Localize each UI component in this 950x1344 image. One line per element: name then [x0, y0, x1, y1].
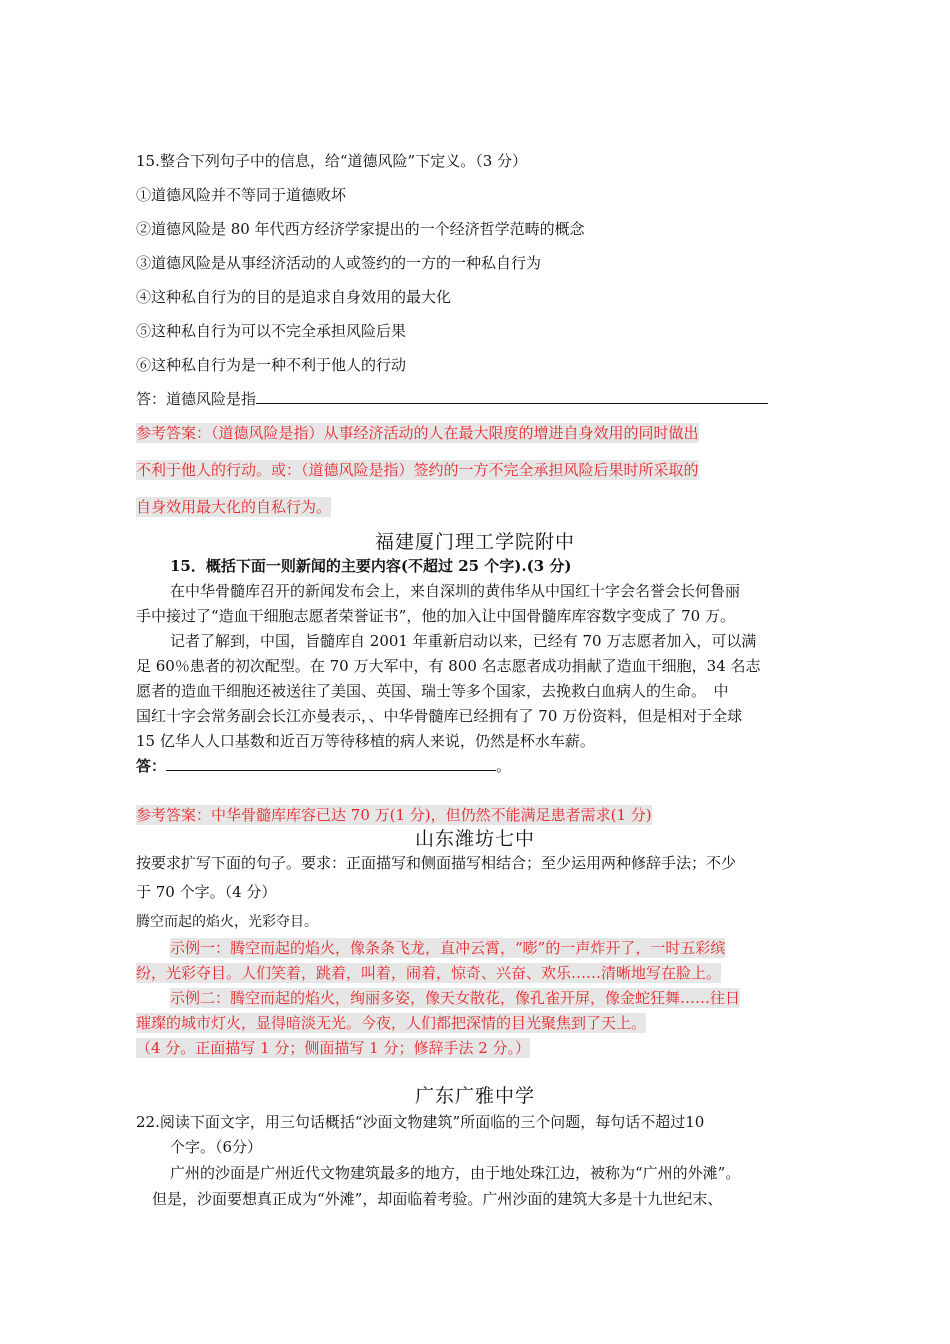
shandong-example: 纷，光彩夺目。人们笑着，跳着，叫着，闹着，惊奇、兴奋、欢乐……清晰地写在脸上。: [136, 964, 722, 982]
q15-reference: 不利于他人的行动。或：（道德风险是指）签约的一方不完全承担风险后果时所采取的: [136, 461, 699, 479]
guangdong-passage-line: 但是，沙面要想真正成为“外滩”，却面临着考验。广州沙面的建筑大多是十九世纪末、: [152, 1190, 723, 1208]
fujian-passage-line: 手中接过了“造血干细胞志愿者荣誉证书”，他的加入让中国骨髓库库容数字变成了 70 万。: [136, 607, 735, 625]
shandong-example: 示例一：腾空而起的焰火，像条条飞龙，直冲云霄，“嘭”的一声炸开了，一时五彩缤: [170, 939, 726, 957]
q15-reference: 参考答案：（道德风险是指）从事经济活动的人在最大限度的增进自身效用的同时做出: [136, 424, 699, 442]
fujian-passage-line: 15 亿华人人口基数和近百万等待移植的病人来说，仍然是杯水车薪。: [136, 732, 595, 750]
school-title-fujian: 福建厦门理工学院附中: [374, 531, 575, 553]
q15-reference: 自身效用最大化的自私行为。: [136, 498, 332, 516]
guangdong-question-heading: 22.阅读下面文字，用三句话概括“沙面文物建筑”所面临的三个问题，每句话不超过10: [136, 1113, 705, 1131]
shandong-example: 璀璨的城市灯火，显得暗淡无光。今夜，人们都把深情的目光聚焦到了天上。: [136, 1014, 647, 1032]
q15-answer-prompt: 答：道德风险是指: [136, 390, 257, 408]
fujian-question-heading: 15．概括下面一则新闻的主要内容(不超过 25 个字).(3 分): [170, 557, 572, 575]
q15-item: ②道德风险是 80 年代西方经济学家提出的一个经济哲学范畴的概念: [136, 220, 585, 238]
fujian-passage-line: 在中华骨髓库召开的新闻发布会上，来自深圳的黄伟华从中国红十字会名誉会长何鲁丽: [170, 582, 741, 600]
q15-answer-line: [136, 389, 768, 409]
fujian-passage-line: 国红十字会常务副会长江亦曼表示，、中华骨髓库已经拥有了 70 万份资料，但是相对于全球: [136, 707, 743, 725]
shandong-sentence: 腾空而起的焰火，光彩夺目。: [136, 914, 318, 930]
fujian-answer-line: [136, 756, 511, 776]
q15-item: ①道德风险并不等同于道德败坏: [136, 186, 347, 204]
q15-item: ⑤这种私自行为可以不完全承担风险后果: [136, 322, 407, 340]
fujian-answer-blank[interactable]: [166, 756, 496, 771]
school-title-guangdong: 广东广雅中学: [414, 1085, 535, 1107]
shandong-instruction: 按要求扩写下面的句子。要求：正面描写和侧面描写相结合；至少运用两种修辞手法；不少: [136, 854, 737, 872]
fujian-passage-line: 愿者的造血干细胞还被送往了美国、英国、瑞士等多个国家，去挽救白血病人的生命。 中: [136, 682, 729, 700]
q15-item: ③道德风险是从事经济活动的人或签约的一方的一种私自行为: [136, 254, 542, 272]
fujian-passage-line: 记者了解到，中国，旨髓库自 2001 年重新启动以来，已经有 70 万志愿者加入，可以满: [170, 632, 757, 650]
fujian-answer-end: 。: [496, 757, 512, 775]
shandong-example: 示例二：腾空而起的焰火，绚丽多姿，像天女散花，像孔雀开屏，像金蛇狂舞……往日: [170, 989, 741, 1007]
school-title-shandong: 山东潍坊七中: [414, 828, 535, 850]
shandong-scoring: （4 分。正面描写 1 分；侧面描写 1 分；修辞手法 2 分。）: [136, 1039, 531, 1057]
fujian-answer-prompt: 答：: [136, 757, 167, 775]
q15-answer-blank[interactable]: [256, 389, 768, 404]
fujian-passage-line: 足 60％患者的初次配型。在 70 万大军中，有 800 名志愿者成功捐献了造血干细胞，34 名志: [136, 657, 761, 675]
guangdong-question-heading: 个字。（6分）: [170, 1138, 263, 1156]
fujian-reference: 参考答案：中华骨髓库库容已达 70 万(1 分)，但仍然不能满足患者需求(1 分): [136, 806, 652, 824]
q15-item: ④这种私自行为的目的是追求自身效用的最大化: [136, 288, 452, 306]
shandong-instruction: 于 70 个字。（4 分）: [136, 883, 277, 901]
q15-heading: 15.整合下列句子中的信息，给“道德风险”下定义。（3 分）: [136, 152, 528, 170]
guangdong-passage-line: 广州的沙面是广州近代文物建筑最多的地方，由于地处珠江边，被称为“广州的外滩”。: [170, 1164, 741, 1182]
q15-item: ⑥这种私自行为是一种不利于他人的行动: [136, 356, 407, 374]
